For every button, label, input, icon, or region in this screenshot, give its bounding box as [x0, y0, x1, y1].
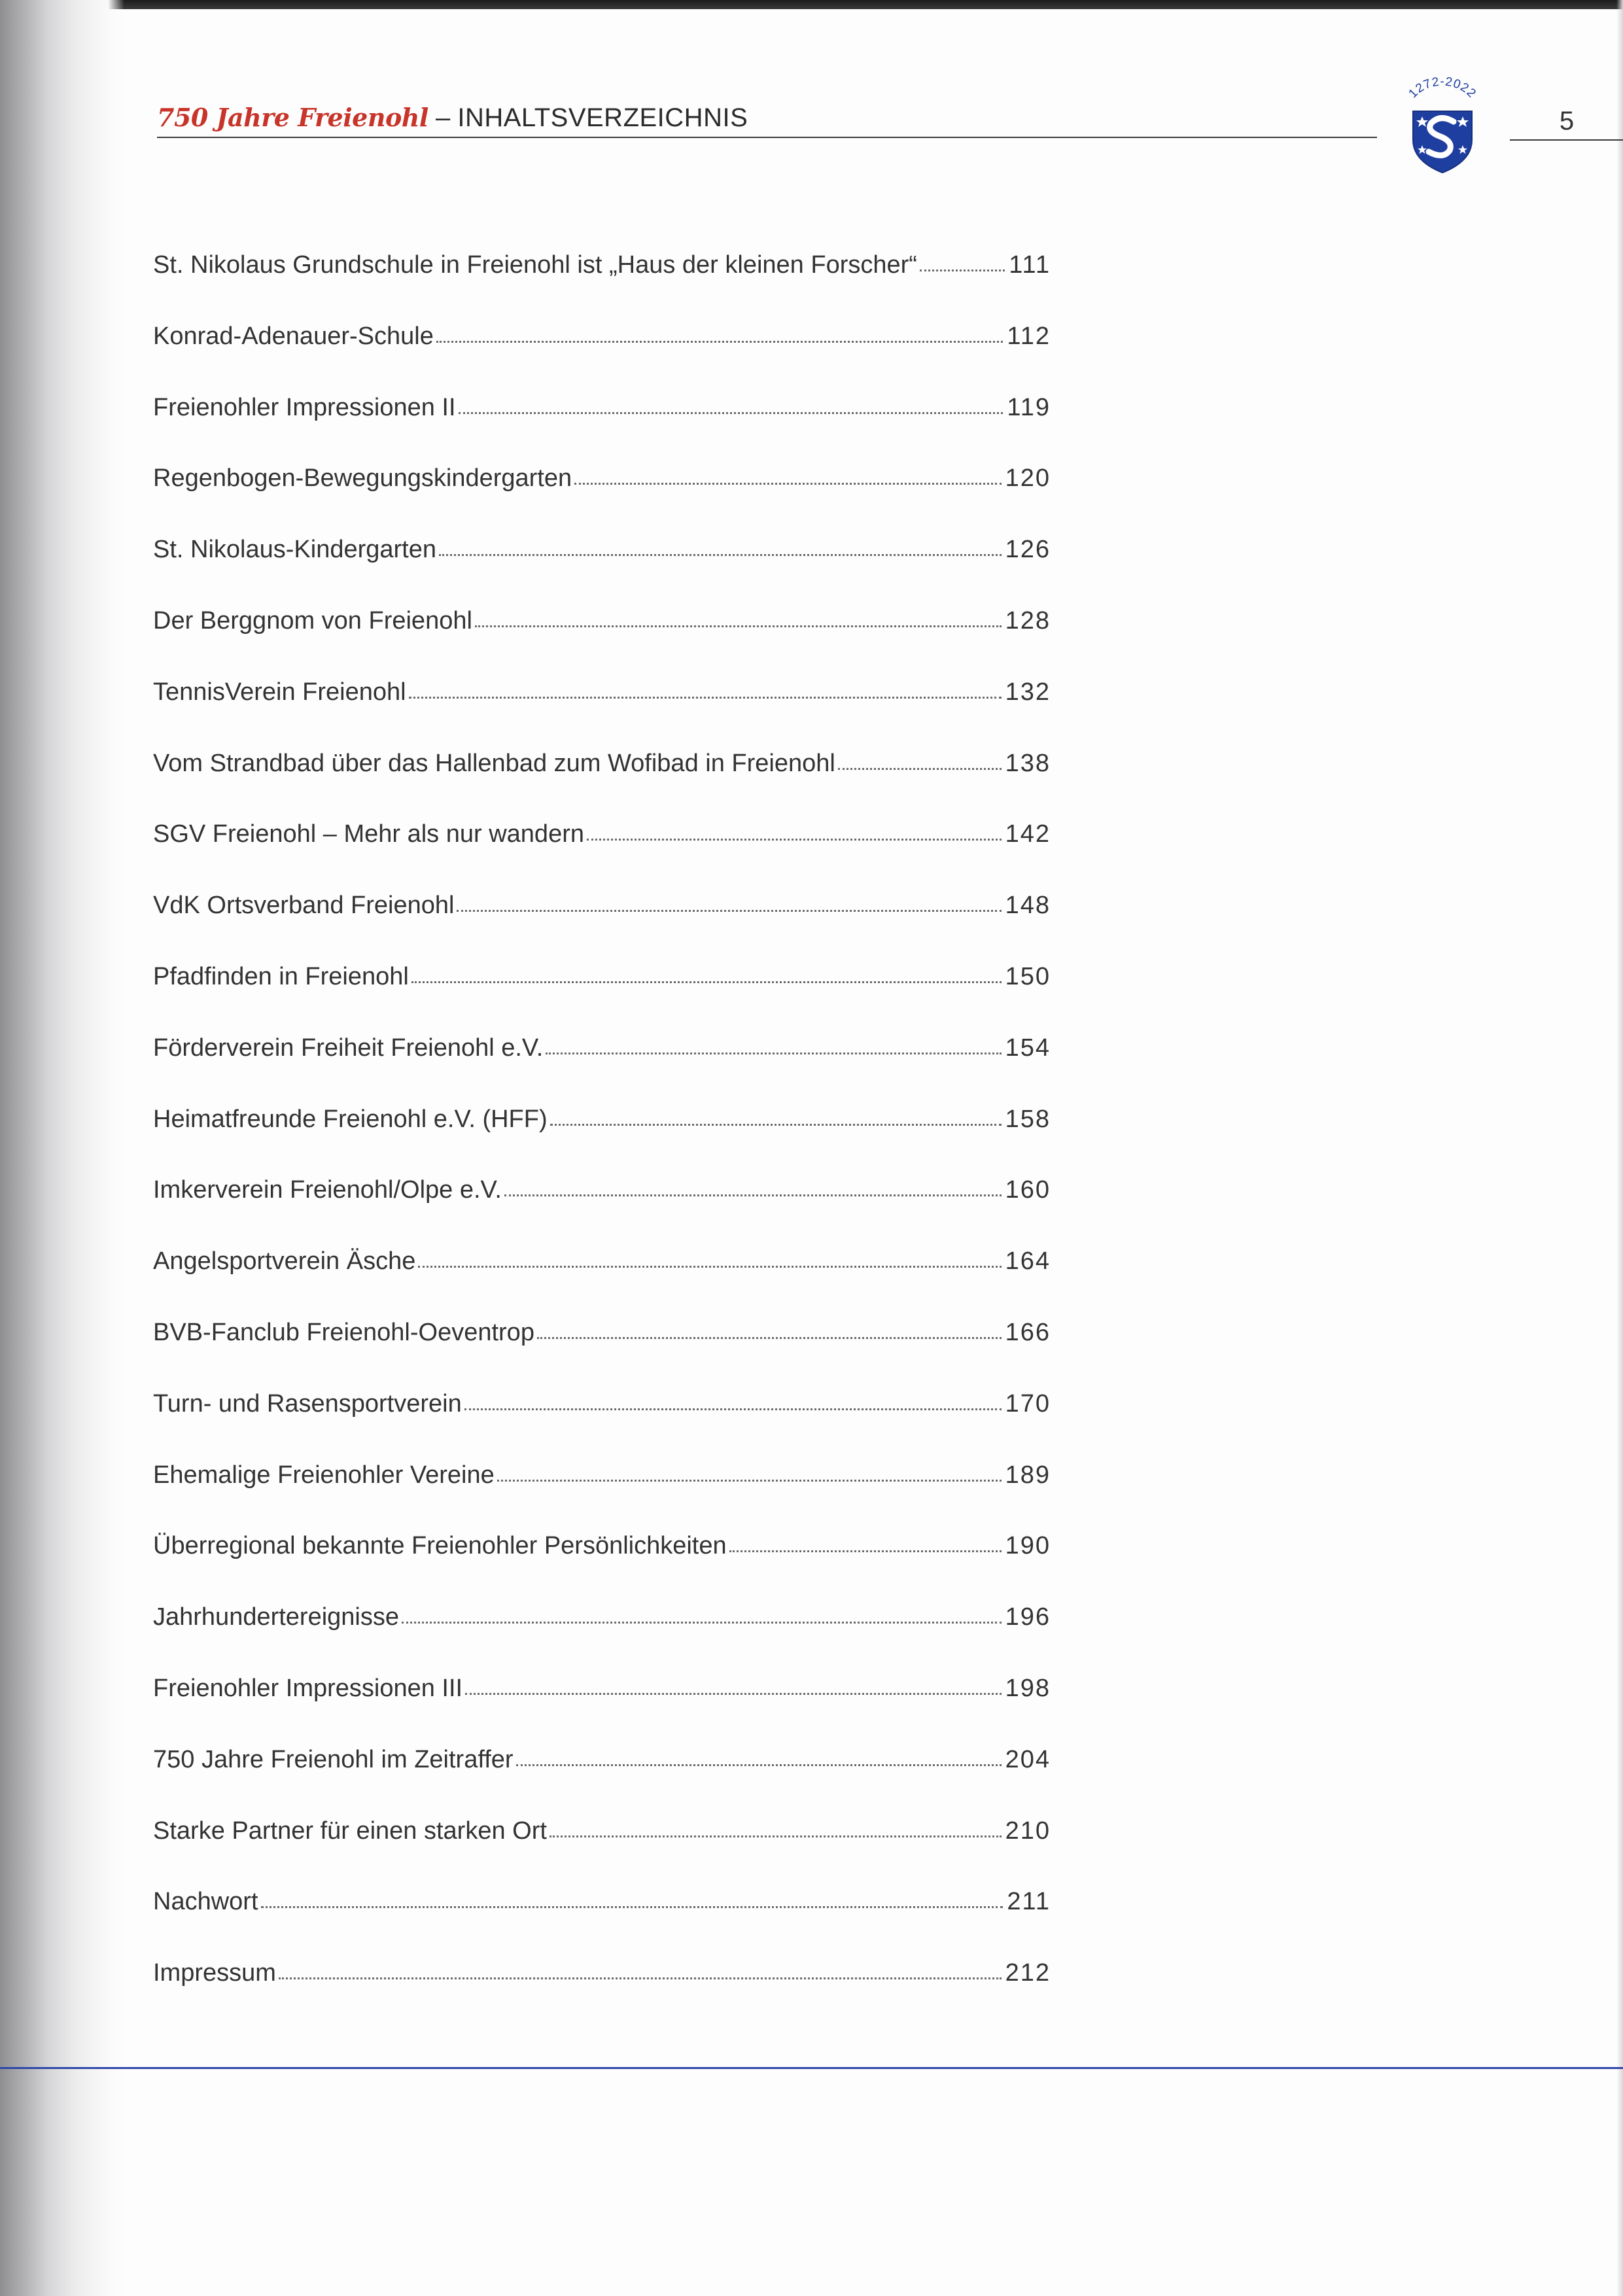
scan-right-edge — [1616, 0, 1623, 2296]
toc-dot-leader — [436, 341, 1003, 343]
toc-entry-page: 148 — [1005, 892, 1051, 920]
toc-entry-title: Überregional bekannte Freienohler Persönlichkeiten — [153, 1532, 727, 1560]
toc-entry — [153, 1455, 1051, 1527]
toc-entry-title: Freienohler Impressionen III — [153, 1674, 463, 1702]
toc-entry-page: 210 — [1005, 1817, 1051, 1845]
toc-entry-title: Der Berggnom von Freienohl — [153, 606, 472, 635]
header-separator: – — [428, 103, 458, 132]
book-spine-shadow — [0, 0, 124, 2296]
toc-dot-leader — [261, 1906, 1003, 1908]
toc-entry-page: 132 — [1005, 678, 1051, 706]
running-header — [157, 98, 1374, 137]
toc-entry-page: 138 — [1005, 749, 1051, 777]
toc-entry-title: Imkerverein Freienohl/Olpe e.V. — [153, 1176, 502, 1204]
toc-entry-title: 750 Jahre Freienohl im Zeitraffer — [153, 1745, 514, 1773]
toc-entry — [153, 1597, 1051, 1669]
toc-entry-page: 212 — [1005, 1959, 1051, 1987]
toc-entry — [153, 1028, 1051, 1100]
table-of-contents — [153, 245, 1051, 2025]
toc-entry — [153, 814, 1051, 886]
toc-entry-page: 211 — [1007, 1888, 1051, 1916]
toc-entry — [153, 1740, 1051, 1811]
header-rule — [157, 137, 1377, 138]
svg-text:1272-2022 — [1406, 77, 1478, 101]
toc-entry-page: 150 — [1005, 962, 1051, 990]
toc-entry-page: 128 — [1005, 606, 1051, 635]
toc-entry-page: 158 — [1005, 1105, 1051, 1133]
toc-entry-page: 111 — [1009, 251, 1051, 279]
footer-rule — [0, 2067, 1623, 2069]
toc-dot-leader — [516, 1764, 1002, 1766]
page-number: 5 — [1559, 107, 1575, 135]
toc-dot-leader — [550, 1124, 1002, 1126]
toc-entry-page: 204 — [1005, 1745, 1051, 1773]
toc-dot-leader — [402, 1622, 1002, 1624]
toc-entry — [153, 886, 1051, 957]
toc-dot-leader — [504, 1194, 1002, 1196]
toc-entry-title: Starke Partner für einen starken Ort — [153, 1817, 547, 1845]
toc-entry-page: 120 — [1005, 464, 1051, 493]
toc-entry-page: 198 — [1005, 1674, 1051, 1702]
toc-entry-title: Förderverein Freiheit Freienohl e.V. — [153, 1034, 544, 1062]
toc-dot-leader — [546, 1052, 1001, 1054]
header-title — [157, 98, 748, 137]
toc-entry-title: Pfadfinden in Freienohl — [153, 962, 409, 990]
toc-entry — [153, 388, 1051, 459]
toc-dot-leader — [537, 1337, 1002, 1339]
toc-dot-leader — [550, 1835, 1002, 1837]
toc-dot-leader — [729, 1550, 1002, 1552]
toc-entry-title: Ehemalige Freienohler Vereine — [153, 1461, 495, 1489]
scan-top-edge — [0, 0, 1623, 9]
toc-entry-page: 189 — [1005, 1461, 1051, 1489]
toc-entry — [153, 672, 1051, 744]
toc-entry-page: 154 — [1005, 1034, 1051, 1062]
toc-entry-title: Nachwort — [153, 1888, 258, 1916]
crest-years: 1272-2022 — [1406, 77, 1479, 101]
toc-dot-leader — [838, 768, 1002, 770]
toc-entry-title: St. Nikolaus-Kindergarten — [153, 536, 436, 564]
toc-entry-page: 196 — [1005, 1603, 1051, 1631]
toc-dot-leader — [439, 554, 1002, 556]
toc-entry-page: 160 — [1005, 1176, 1051, 1204]
toc-entry-page: 190 — [1005, 1532, 1051, 1560]
toc-entry-title: TennisVerein Freienohl — [153, 678, 406, 706]
toc-dot-leader — [459, 412, 1003, 414]
toc-dot-leader — [574, 483, 1001, 485]
toc-entry-title: St. Nikolaus Grundschule in Freienohl ist „Haus der kleinen Forscher“ — [153, 251, 917, 279]
toc-entry-title: BVB-Fanclub Freienohl-Oeventrop — [153, 1318, 534, 1346]
toc-entry — [153, 1953, 1051, 2025]
toc-entry — [153, 1811, 1051, 1883]
toc-entry — [153, 1669, 1051, 1740]
toc-dot-leader — [409, 697, 1002, 699]
toc-entry — [153, 245, 1051, 317]
toc-entry-page: 164 — [1005, 1247, 1051, 1276]
toc-entry-title: Impressum — [153, 1959, 276, 1987]
toc-dot-leader — [411, 981, 1002, 983]
toc-entry-title: SGV Freienohl – Mehr als nur wandern — [153, 820, 584, 848]
toc-dot-leader — [475, 625, 1002, 627]
toc-dot-leader — [497, 1480, 1002, 1482]
toc-entry-title: Regenbogen-Bewegungskindergarten — [153, 464, 572, 493]
toc-entry-title: VdK Ortsverband Freienohl — [153, 892, 455, 920]
toc-entry — [153, 1242, 1051, 1313]
toc-entry-title: Heimatfreunde Freienohl e.V. (HFF) — [153, 1105, 548, 1133]
toc-dot-leader — [587, 839, 1002, 841]
toc-entry — [153, 1170, 1051, 1242]
toc-entry — [153, 1882, 1051, 1953]
toc-entry-title: Vom Strandbad über das Hallenbad zum Wofibad in Freienohl — [153, 749, 835, 777]
toc-entry — [153, 317, 1051, 388]
toc-dot-leader — [418, 1266, 1001, 1268]
header-script-title: 750 Jahre Freienohl — [157, 103, 428, 132]
toc-entry-page: 126 — [1005, 536, 1051, 564]
toc-entry-page: 119 — [1007, 393, 1051, 421]
toc-entry-page: 112 — [1007, 322, 1051, 350]
header-section-title: INHALTSVERZEICHNIS — [457, 103, 748, 132]
toc-dot-leader — [464, 1408, 1002, 1410]
toc-dot-leader — [457, 910, 1001, 912]
toc-entry-page: 142 — [1005, 820, 1051, 848]
toc-entry-title: Turn- und Rasensportverein — [153, 1389, 462, 1418]
toc-entry — [153, 1384, 1051, 1455]
toc-entry-title: Jahrhundertereignisse — [153, 1603, 400, 1631]
toc-entry — [153, 1100, 1051, 1171]
toc-entry-page: 166 — [1005, 1318, 1051, 1346]
toc-dot-leader — [920, 270, 1005, 271]
toc-entry-title: Freienohler Impressionen II — [153, 393, 456, 421]
toc-dot-leader — [279, 1977, 1002, 1979]
toc-entry-title: Angelsportverein Äsche — [153, 1247, 416, 1276]
toc-dot-leader — [465, 1693, 1001, 1695]
toc-entry — [153, 1526, 1051, 1597]
toc-entry — [153, 530, 1051, 601]
toc-entry — [153, 459, 1051, 530]
toc-entry — [153, 601, 1051, 672]
toc-entry-title: Konrad-Adenauer-Schule — [153, 322, 434, 350]
toc-entry — [153, 1313, 1051, 1384]
toc-entry — [153, 744, 1051, 815]
toc-entry — [153, 957, 1051, 1028]
coat-of-arms-icon — [1400, 77, 1485, 175]
toc-entry-page: 170 — [1005, 1389, 1051, 1418]
